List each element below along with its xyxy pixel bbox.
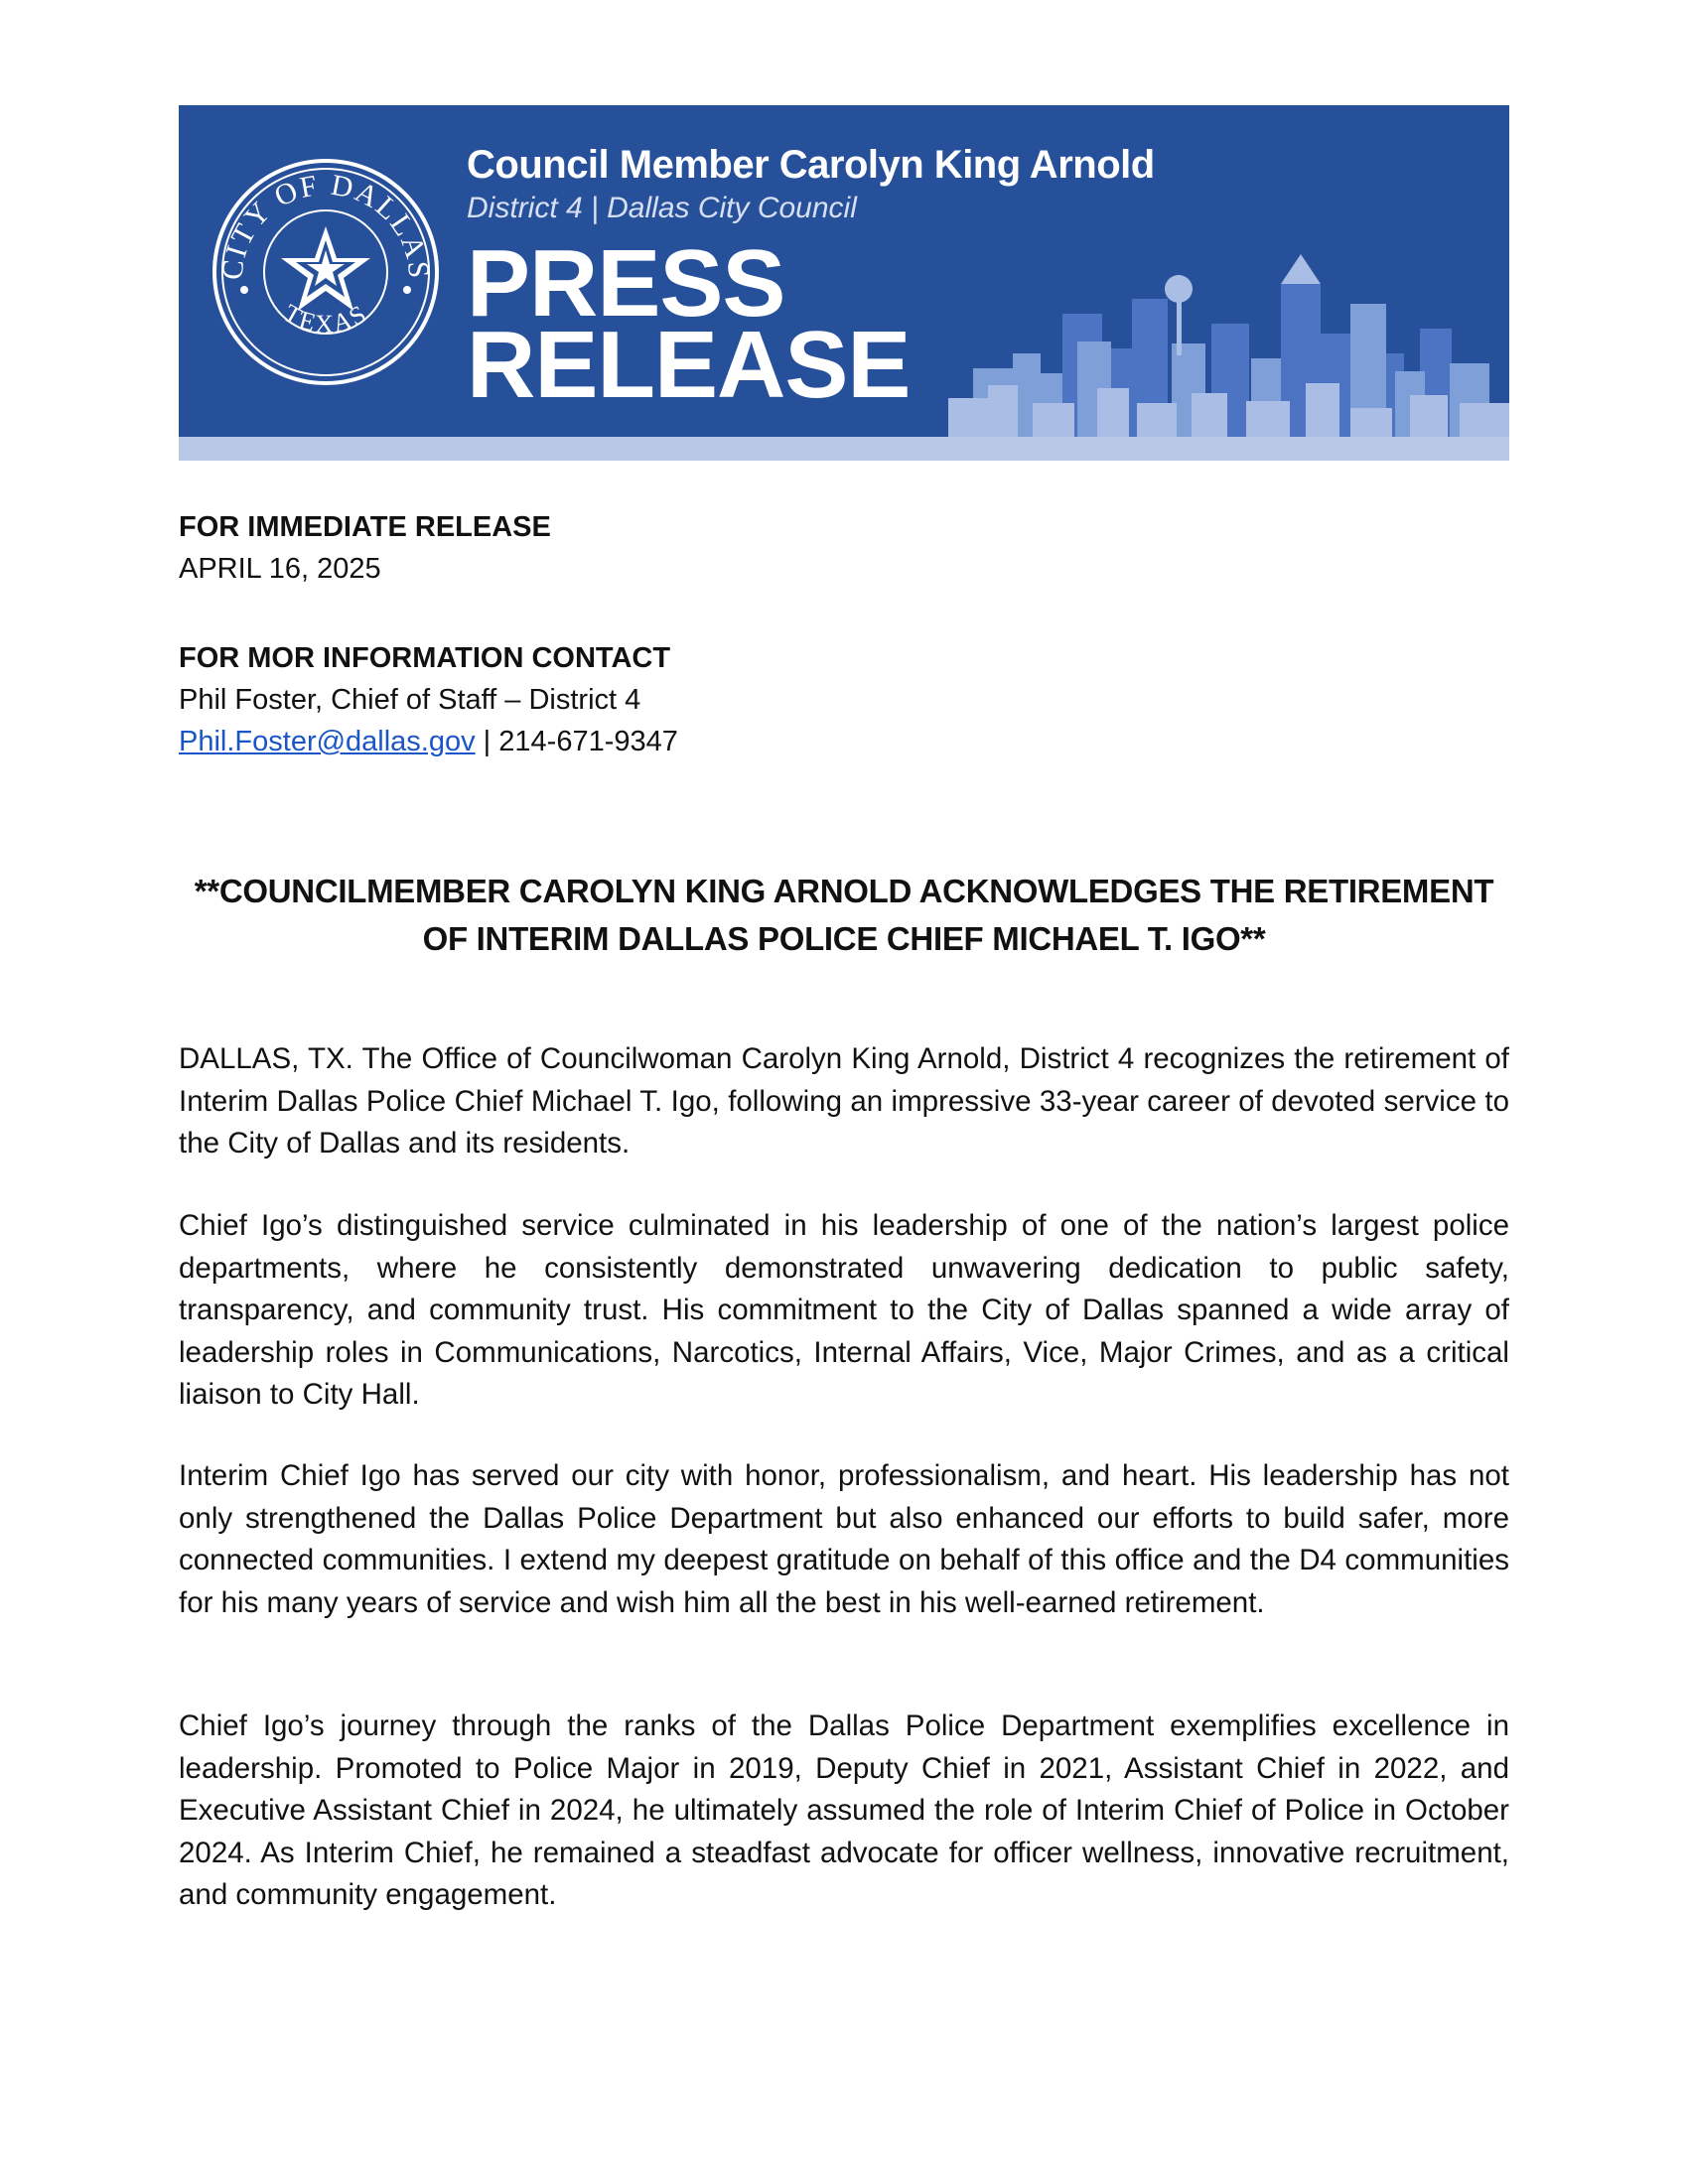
banner-heading <box>467 143 1155 418</box>
body-paragraph-1: DALLAS, TX. The Office of Councilwoman Carolyn King Arnold, District 4 recognizes the retirement of Interim Dallas Police Chief Michael T. Igo, following an impressive 33-year career of devoted service to the City of Dallas and its residents. <box>179 1042 1509 1160</box>
body-paragraph-2: Chief Igo’s distinguished service culminated in his leadership of one of the nation’s largest police departments, where he consistently demonstrated unwavering dedication to public safety, transparency, and community trust. His commitment to the City of Dallas spanned a wide array of leadership roles in Communications, Narcotics, Internal Affairs, Vice, Major Crimes, and as a critical liaison to City Hall. <box>179 1209 1509 1411</box>
district-line: District 4 | Dallas City Council <box>467 192 857 224</box>
seal-bottom-text: TEXAS <box>278 298 373 339</box>
seal-top-text: CITY OF DALLAS <box>215 168 436 282</box>
contact-email-link[interactable]: Phil.Foster@dallas.gov <box>179 726 476 757</box>
city-of-dallas-seal <box>209 155 443 389</box>
contact-info <box>179 637 1509 762</box>
contact-line <box>179 721 1509 762</box>
press-word: PRESS <box>467 230 785 337</box>
release-info <box>179 506 1509 590</box>
release-date: APRIL 16, 2025 <box>179 553 381 585</box>
release-label: FOR IMMEDIATE RELEASE <box>179 511 551 543</box>
headline <box>179 868 1509 963</box>
headline-line-2: OF INTERIM DALLAS POLICE CHIEF MICHAEL T. IGO** <box>422 920 1266 957</box>
press-release-banner <box>179 105 1509 461</box>
body-paragraph-4: Chief Igo’s journey through the ranks of the Dallas Police Department exemplifies excellence in leadership. Promoted to Police Major in 2019, Deputy Chief in 2021, Assistant Chief in 2022, and Executive Assistant Chief in 2024, he ultimately assumed the role of Interim Chief of Police in October 2024. As Interim Chief, he remained a steadfast advocate for officer wellness, innovative recruitment, and community engagement. <box>179 1709 1509 1911</box>
release-word: RELEASE <box>467 312 911 418</box>
headline-line-1: **COUNCILMEMBER CAROLYN KING ARNOLD ACKNOWLEDGES THE RETIREMENT <box>194 873 1494 909</box>
press-release-title <box>467 230 1155 418</box>
council-member-name: Council Member Carolyn King Arnold <box>467 143 1155 187</box>
contact-phone: | 214-671-9347 <box>475 726 678 757</box>
star-icon <box>281 226 370 311</box>
contact-name: Phil Foster, Chief of Staff – District 4 <box>179 684 641 716</box>
body-paragraph-3: Interim Chief Igo has served our city with honor, professionalism, and heart. His leadership has not only strengthened the Dallas Police Department but also enhanced our efforts to build safer, more connected communities. I extend my deepest gratitude on behalf of this office and the D4 communities for his many years of service and wish him all the best in his well-earned retirement. <box>179 1459 1509 1619</box>
contact-label: FOR MOR INFORMATION CONTACT <box>179 642 671 674</box>
